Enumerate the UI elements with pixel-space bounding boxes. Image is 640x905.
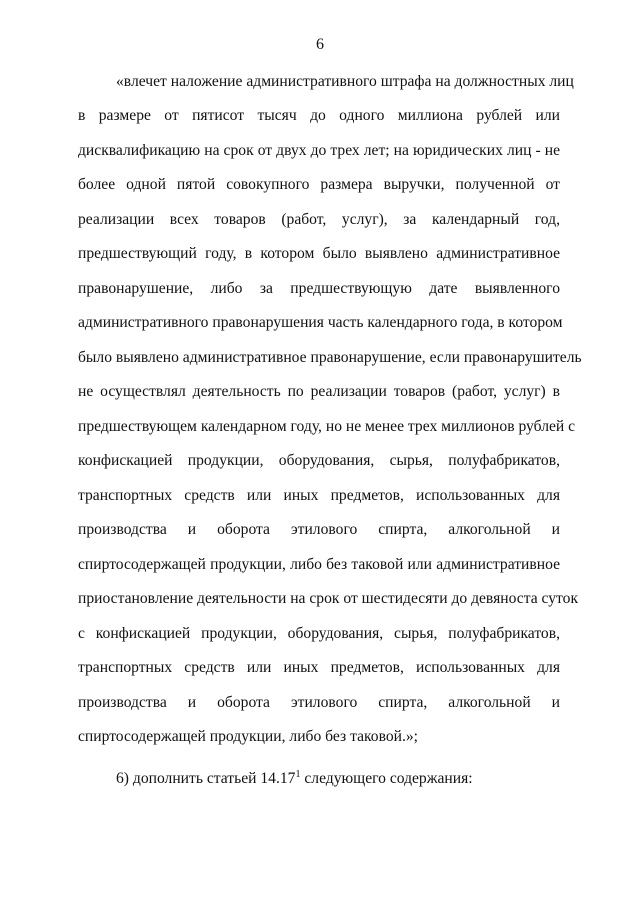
text-line: реализации всех товаров (работ, услуг), за календарный год, (78, 211, 560, 228)
text-line: производства и оборота этилового спирта, алкогольной и (78, 694, 560, 711)
text-line: транспортных средств или иных предметов, использованных для (78, 659, 560, 676)
text-line: правонарушение, либо за предшествующую дате выявленного (78, 280, 560, 297)
text-line: транспортных средств или иных предметов, использованных для (78, 487, 560, 504)
text-line: приостановление деятельности на срок от шестидесяти до девяноста суток (78, 590, 579, 607)
text-line: производства и оборота этилового спирта, алкогольной и (78, 521, 560, 538)
text-line: предшествующем календарном году, но не менее трех миллионов рублей с (78, 418, 576, 435)
text-line: конфискацией продукции, оборудования, сырья, полуфабрикатов, (78, 452, 560, 469)
text-line: предшествующий году, в котором было выявлено административное (78, 245, 560, 262)
text-line: было выявлено административное правонарушение, если правонарушитель (78, 349, 582, 366)
text-line-last: спиртосодержащей продукции, либо без таковой.»; (78, 728, 419, 745)
page-number: 6 (316, 36, 324, 53)
text-line: не осуществлял деятельность по реализации товаров (работ, услуг) в (78, 383, 560, 400)
item-6-text-rest: следующего содержания: (300, 770, 473, 787)
text-line: дисквалификацию на срок от двух до трех лет; на юридических лиц - не (78, 142, 560, 159)
item-6-line (116, 768, 560, 790)
text-line: более одной пятой совокупного размера выручки, полученной от (78, 176, 560, 193)
item-6-text: 6) дополнить статьей 14.17 (116, 770, 296, 787)
text-line: спиртосодержащей продукции, либо без таковой или административное (78, 556, 560, 573)
text-line: с конфискацией продукции, оборудования, сырья, полуфабрикатов, (78, 625, 560, 642)
text-line: «влечет наложение административного штрафа на должностных лиц (116, 73, 574, 90)
text-line: административного правонарушения часть календарного года, в котором (78, 314, 563, 331)
text-line: в размере от пятисот тысяч до одного миллиона рублей или (78, 107, 560, 124)
item-6-superscript: 1 (295, 768, 301, 780)
